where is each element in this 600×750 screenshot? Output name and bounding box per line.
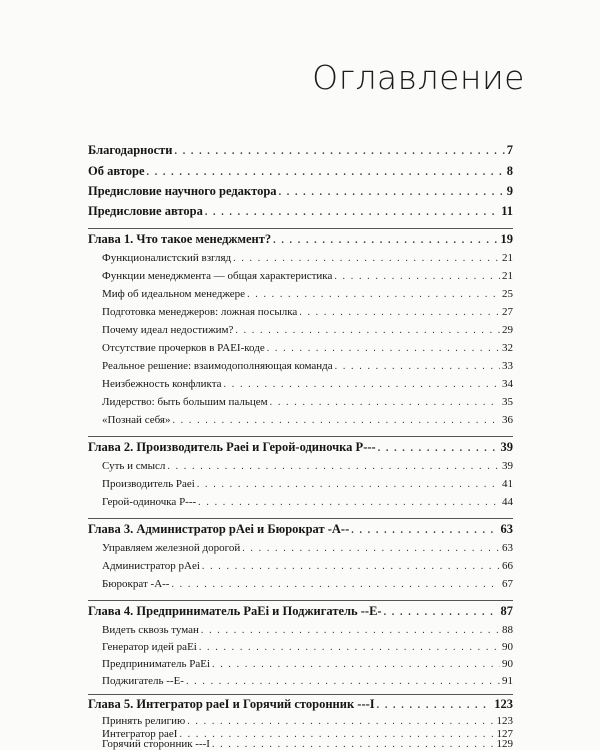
toc-section[interactable]: [88, 360, 513, 372]
toc-section[interactable]: [88, 496, 513, 508]
section-title: Подготовка менеджеров: ложная посылка: [102, 306, 298, 318]
section-title: Видеть сквозь туман: [102, 624, 199, 636]
section-page: 63: [502, 542, 513, 554]
toc-entry-title: Предисловие автора: [88, 204, 203, 218]
dot-leader: [201, 626, 500, 636]
section-page: 29: [502, 324, 513, 336]
chapter-divider: [88, 436, 513, 437]
chapter-page: 87: [500, 604, 513, 618]
toc-entry-page: 11: [501, 204, 513, 218]
section-title: Принять религию: [102, 715, 186, 727]
toc-entry-title: Предисловие научного редактора: [88, 184, 277, 198]
chapter-title: Глава 2. Производитель Paei и Герой-одиночка P---: [88, 440, 376, 454]
toc-section[interactable]: [88, 738, 513, 750]
dot-leader: [198, 498, 500, 508]
dot-leader: [334, 272, 500, 282]
dot-leader: [335, 362, 500, 372]
toc-chapter-3[interactable]: [88, 522, 513, 537]
dot-leader: [212, 740, 495, 750]
toc-section[interactable]: [88, 396, 513, 408]
section-page: 36: [502, 414, 513, 426]
chapter-divider: [88, 518, 513, 519]
dot-leader: [171, 580, 500, 590]
dot-leader: [377, 701, 493, 711]
section-title: Производитель Paei: [102, 478, 195, 490]
chapter-page: 63: [500, 522, 513, 536]
dot-leader: [172, 416, 500, 426]
section-page: 41: [502, 478, 513, 490]
chapter-divider: [88, 694, 513, 695]
toc-entry-about-author[interactable]: [88, 164, 513, 179]
section-title: Поджигатель --E-: [102, 675, 184, 687]
chapter-divider: [88, 600, 513, 601]
section-title: Реальное решение: взаимодополняющая команда: [102, 360, 333, 372]
section-page: 127: [496, 728, 513, 740]
section-page: 90: [502, 658, 513, 670]
dot-leader: [273, 236, 498, 246]
dot-leader: [378, 444, 499, 454]
chapter-page: 19: [500, 232, 513, 246]
toc-entry-page: 9: [506, 184, 513, 198]
section-page: 35: [502, 396, 513, 408]
section-page: 67: [502, 578, 513, 590]
section-title: Лидерство: быть большим пальцем: [102, 396, 268, 408]
section-title: Администратор pAei: [102, 560, 200, 572]
section-page: 123: [496, 715, 513, 727]
toc-entry-author-preface[interactable]: [88, 204, 513, 219]
toc-section[interactable]: [88, 578, 513, 590]
toc-chapter-2[interactable]: [88, 440, 513, 455]
toc-section[interactable]: [88, 478, 513, 490]
dot-leader: [384, 608, 499, 618]
section-page: 91: [502, 675, 513, 687]
dot-leader: [202, 562, 500, 572]
chapter-page: 39: [500, 440, 513, 454]
section-page: 21: [502, 270, 513, 282]
dot-leader: [167, 462, 500, 472]
section-title: Функционалистский взгляд: [102, 252, 232, 264]
toc-section[interactable]: [88, 675, 513, 687]
toc-entry-acknowledgements[interactable]: [88, 143, 513, 158]
dot-leader: [267, 344, 500, 354]
toc-entry-page: 7: [506, 143, 513, 157]
section-page: 90: [502, 641, 513, 653]
toc-section[interactable]: [88, 641, 513, 653]
chapter-divider: [88, 228, 513, 229]
toc-entry-title: Благодарности: [88, 143, 173, 157]
section-title: Управляем железной дорогой: [102, 542, 241, 554]
toc-chapter-1[interactable]: [88, 232, 513, 247]
toc-section[interactable]: [88, 342, 513, 354]
toc-section[interactable]: [88, 624, 513, 636]
dot-leader: [247, 290, 500, 300]
dot-leader: [147, 168, 505, 178]
section-title: Неизбежность конфликта: [102, 378, 222, 390]
section-page: 34: [502, 378, 513, 390]
dot-leader: [351, 526, 498, 536]
section-page: 32: [502, 342, 513, 354]
chapter-title: Глава 1. Что такое менеджмент?: [88, 232, 272, 246]
toc-section[interactable]: [88, 560, 513, 572]
section-title: «Познай себя»: [102, 414, 171, 426]
section-title: Герой-одиночка P---: [102, 496, 197, 508]
section-title: Суть и смысл: [102, 460, 166, 472]
dot-leader: [233, 254, 500, 264]
toc-section[interactable]: [88, 288, 513, 300]
section-title: Горячий сторонник ---I: [102, 738, 210, 750]
toc-section[interactable]: [88, 542, 513, 554]
toc-section[interactable]: [88, 306, 513, 318]
section-page: 129: [496, 738, 513, 750]
section-title: Миф об идеальном менеджере: [102, 288, 246, 300]
toc-section[interactable]: [88, 378, 513, 390]
toc-section[interactable]: [88, 715, 513, 727]
toc-chapter-4[interactable]: [88, 604, 513, 619]
dot-leader: [212, 660, 500, 670]
section-page: 66: [502, 560, 513, 572]
section-page: 44: [502, 496, 513, 508]
section-title: Интегратор paeI: [102, 728, 178, 740]
section-page: 88: [502, 624, 513, 636]
section-page: 21: [502, 252, 513, 264]
toc-chapter-5[interactable]: [88, 697, 513, 712]
section-title: Отсутствие прочерков в PAEI-коде: [102, 342, 265, 354]
section-title: Функции менеджмента — общая характеристика: [102, 270, 333, 282]
dot-leader: [187, 717, 494, 727]
toc-section[interactable]: [88, 658, 513, 670]
dot-leader: [197, 480, 500, 490]
dot-leader: [279, 188, 505, 198]
toc-entry-editor-preface[interactable]: [88, 184, 513, 199]
toc-section[interactable]: [88, 414, 513, 426]
chapter-page: 123: [494, 697, 513, 711]
section-title: Бюрократ -A--: [102, 578, 170, 590]
toc-section[interactable]: [88, 460, 513, 472]
toc-entry-page: 8: [506, 164, 513, 178]
section-page: 27: [502, 306, 513, 318]
section-page: 25: [502, 288, 513, 300]
toc-section[interactable]: [88, 270, 513, 282]
dot-leader: [224, 380, 500, 390]
dot-leader: [299, 308, 500, 318]
section-page: 33: [502, 360, 513, 372]
toc-section[interactable]: [88, 252, 513, 264]
page-title: Оглавление: [312, 58, 525, 97]
section-page: 39: [502, 460, 513, 472]
dot-leader: [199, 643, 500, 653]
dot-leader: [186, 677, 500, 687]
dot-leader: [205, 208, 499, 218]
section-title: Почему идеал недостижим?: [102, 324, 234, 336]
toc-section[interactable]: [88, 324, 513, 336]
dot-leader: [242, 544, 500, 554]
dot-leader: [270, 398, 500, 408]
dot-leader: [175, 147, 505, 157]
chapter-title: Глава 3. Администратор pAei и Бюрократ -A--: [88, 522, 350, 536]
toc-entry-title: Об авторе: [88, 164, 145, 178]
chapter-title: Глава 4. Предприниматель PaEi и Поджигатель --E-: [88, 604, 382, 618]
chapter-title: Глава 5. Интегратор paeI и Горячий сторонник ---I: [88, 697, 375, 711]
section-title: Генератор идей paEi: [102, 641, 197, 653]
dot-leader: [235, 326, 500, 336]
section-title: Предприниматель PaEi: [102, 658, 211, 670]
